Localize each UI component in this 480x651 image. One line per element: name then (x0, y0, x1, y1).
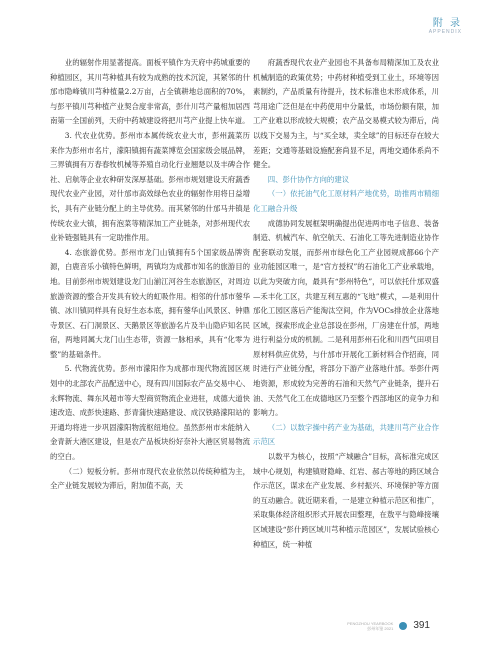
paragraph: （二）短板分析。彭州市现代农业依然以传统种植为主，全产业链发展较为滞后，附加值不高，天 (50, 466, 250, 491)
footer-caption (347, 621, 393, 631)
header-subtitle: APPENDIX (428, 29, 462, 35)
header-title: 附 录 (432, 18, 462, 29)
page-header (429, 14, 462, 35)
paragraph: 业的辐射作用显著提高。面板平镇作为天府中药城重要的种植园区，其川芎种植具有较为成熟的技术沉淀，其紧邻的什邡市隐峰镇川芎种植量2.2万亩，占全镇耕地总面积的70%，与彭平镇川芎种植产业契合度非常高，彭什川芎产量相加居西南第一全国前列，天府中药城建设将把川芎产业提上快车道。 (50, 58, 250, 126)
left-column (50, 56, 250, 494)
paragraph: 5. 代物流优势。彭州市濛阳作为成都市现代物流园区规划中的北部农产品配送中心，现有四川国际农产品交易中心、永辉物流、舞东风超市等大型商贸物流企业进驻，成德大道快速改造、成彭快速路、彭青蒲快速路建设、成汉铁路濛阳站的开通均将进一步巩固濛阳物流枢纽地位。虽然彭州市未能纳入金青新大港区建设，但是农产品板块纷好奈补大港区贸易物流的空白。 (50, 364, 250, 462)
paragraph: 府蔬香现代农业产业园也不具备布局精深加工及农业机械制造的政策优势；中药材种植受到工业土，环境等因素制约，产品质量有待提升，技术标准也未形成体系，川芎用途广泛但是在中药使用中分量低，市场份额有限，加工产业难以形成较大规模；农产品交易模式较为滞后，尚以线下交易为主，与“买全球，卖全球”的目标还存在较大差距；交通等基础设施配套尚显不足，两地交通体系尚不健全。 (253, 58, 439, 170)
page-number: 391 (413, 620, 430, 631)
paragraph: 以数平为核心，按照“产城融合”目标，高标准完成区域中心规划，构建镇财隐峰、红岩、郝古等地的跨区域合作示范区，谋求在产业发展、乡村振兴、环境保护等方面的互动融合。就近期来看，一是建立种植示范区和推广，采取集体经济组织形式开展农田整理，在敖平与隐峰接壤区域建设“彭什跨区域川芎种植示范园区”，发展试验核心种植区，统一种植 (253, 452, 439, 549)
footer-caption-line: PENGZHOU YEARBOOK (347, 620, 394, 626)
footer-caption-line: 彭州年鉴 2021 (367, 625, 394, 631)
page-footer (347, 620, 430, 631)
subsection-heading: （二）以数字操中药产业为基础，共建川芎产业合作示范区 (253, 422, 439, 447)
paragraph: 4. 态旅游优势。彭州市龙门山镇拥有5个国家级品牌资源，白鹿音乐小镇特色鲜明，两镇均为成都市知名的旅游目的地。目前彭州市规划建设龙门山湔江河谷生态旅游区，对周边旅游资源的整合开发具有较大的虹吸作用。相邻的什邡市蓥华镇、冰川镇同样具有良好生态本底，拥有蓥华山风景区、钟鼎寺景区、石门洞景区、天鹅景区等旅游名片及半山隐庐知名民宿，两地同属大龙门山生态带，资源一脉相承，具有“化零为整”的基础条件。 (50, 247, 250, 359)
paragraph: 3. 代农业优势。彭州市本属传统农业大市，彭州蔬菜历来作为彭州市名片，濛阳镇拥有蔬菜博览会国家级会展品牌，三界镇拥有万春春牧机械等养殖自动化行业翘楚以及丰碑合作社、启航等企业农种研发深厚基础。彭州市规划建设天府蔬香现代农业产业园，对什邡市高效绿色农业的辐射作用将日益增长，具有产业链分配上的主导优势。而其紧邻的什邡马井镇是传统农业大镇，拥有泡菜等精深加工产业链条，对彭州现代农业补链强链具有一定助推作用。 (50, 130, 250, 243)
section-heading: 四、彭什协作方向的建议 (267, 174, 350, 184)
right-column (253, 56, 439, 552)
page-marker-icon (399, 622, 407, 630)
subsection-heading: （一）依托油气化工原材料产地优势，助推两市精细化工融合升级 (253, 189, 439, 213)
paragraph: 成德协同发展框架明确提出促进两市电子信息、装备制造、机械汽车、航空航天、石油化工等先进制造业协作配套联动发展，而彭州市绿色化工产业园规成都66个产业功能园区唯一，是“官方授权”的石油化工产业承载地，以此为突破方向，最具有“彭州特色”，可以依托什邡双盛—禾丰化工区，共建互利互惠的“飞地”模式，—是利用什邡化工园区落后产能淘汰空间，作为VOCs排放企业落地区域，探索形成企业总部设在彭州，厂房建在什邡，两地进行利益分成的机制。二是利用彭州石化和川西气田项目原材料供应优势，与什邡市开展化工新材料合作招商，同时进行产业链分配，将部分下游产业落地什邡。举彭什两地资源，形成较为完善的石油和天然气产业链条，提升石油、天然气化工在成德地区乃至整个西部地区的竞争力和影响力。 (253, 218, 439, 418)
